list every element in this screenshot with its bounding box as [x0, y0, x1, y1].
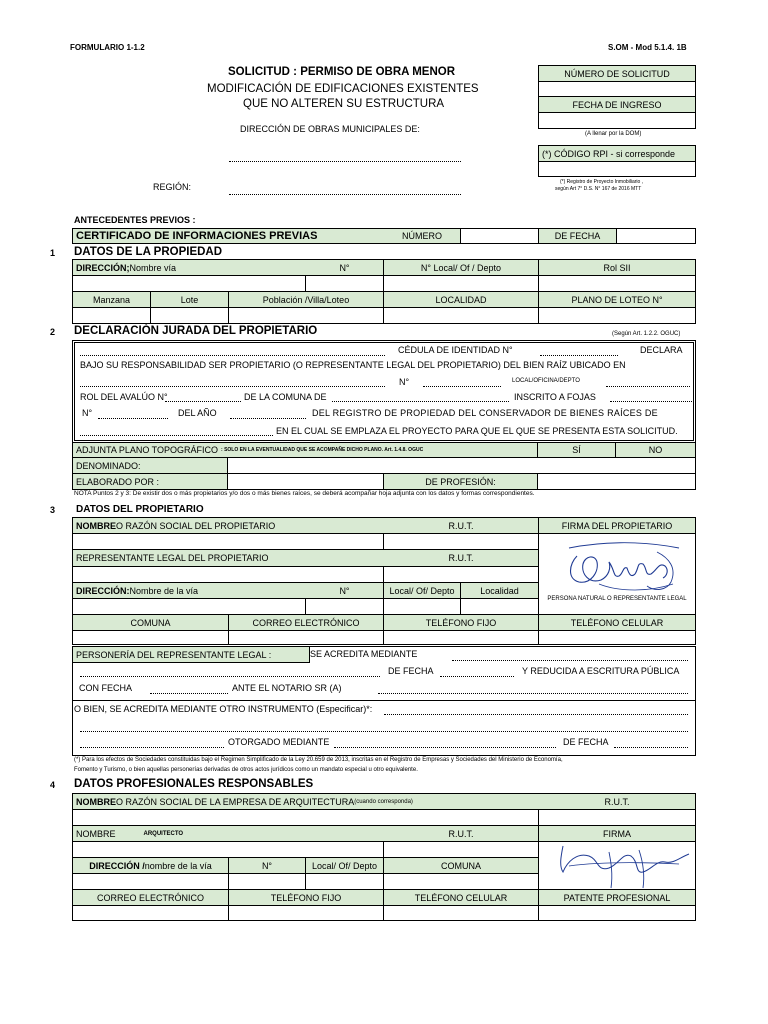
section-2-oguc: (Según Art. 1.2.2. OGUC) — [612, 331, 681, 337]
num-solicitud-input[interactable] — [539, 82, 695, 97]
arq-nombre-input[interactable] — [73, 842, 384, 858]
adjunta-no-option[interactable]: NO — [616, 442, 695, 457]
owner-localidad-input[interactable] — [461, 599, 539, 615]
decl-local-label: LOCAL/OFICINA/DEPTO — [512, 378, 580, 384]
arq-comuna-input[interactable] — [384, 874, 539, 890]
owner-direccion-label — [73, 583, 309, 599]
owner-n-input[interactable] — [306, 599, 384, 615]
arq-rut-input[interactable] — [384, 842, 539, 858]
decl-conservador-field[interactable] — [80, 435, 273, 436]
owner-direccion-rest: Nombre de la vía — [129, 585, 199, 596]
owner-rep-label: REPRESENTANTE LEGAL DEL PROPIETARIO — [73, 550, 387, 567]
decl-ano-field[interactable] — [230, 418, 306, 419]
personeria-label: PERSONERÍA DEL REPRESENTANTE LEGAL : — [73, 647, 310, 663]
adjunta-note: : SOLO EN LA EVENTUALIDAD QUE SE ACOMPAÑE DICHO PLANO. Art. 1.4.8. OGUC — [221, 447, 424, 453]
arq-nombre-label — [73, 826, 387, 842]
con-fecha-field[interactable] — [150, 693, 228, 694]
otorgado-fecha-label: DE FECHA — [563, 737, 609, 747]
o-bien-field-2[interactable] — [80, 731, 688, 732]
section-3-nota-2: Fomento y Turismo, o bien aquellas personerías derivadas de otros actos jurídicos como un mandato especial u otro equivalente. — [74, 767, 418, 773]
otorgado-pre-field[interactable] — [80, 747, 224, 748]
section-1-title: DATOS DE LA PROPIEDAD — [74, 246, 223, 258]
mod-id: S.OM - Mod 5.1.4. 1B — [608, 43, 687, 52]
owner-tel-fijo-input[interactable] — [384, 631, 539, 644]
owner-tel-cel-input[interactable] — [539, 631, 695, 644]
section-3-nota-1: (*) Para los efectos de Sociedades constituidas bajo el Regimen Simplificado de la Ley 20.659 de 2013, inscritas en el Registro de Empresas y Sociedades del Ministerio de Economía, — [74, 757, 563, 763]
adjunta-label-cell — [73, 442, 538, 457]
llenar-dom-note: (A llenar por la DOM) — [585, 131, 642, 137]
decl-cedula-field[interactable] — [540, 355, 618, 356]
decl-fojas-label: INSCRITO A FOJAS — [514, 392, 596, 402]
prop-poblacion-input[interactable] — [229, 308, 384, 323]
decl-n2-field[interactable] — [98, 418, 168, 419]
otorgado-label: OTORGADO MEDIANTE — [228, 737, 330, 747]
arq-signature-area[interactable] — [539, 842, 695, 890]
prop-localidad-input[interactable] — [384, 308, 539, 323]
o-bien-field[interactable] — [384, 714, 688, 715]
region-field[interactable] — [229, 194, 461, 195]
section-2-nota: NOTA Puntos 2 y 3: De existir dos o más propietarios y/o dos o más bienes raíces, se deberá acompañar hoja adjunta con los datos y formas correspondientes. — [74, 490, 535, 497]
section-3-number: 3 — [50, 505, 56, 515]
acredita-fecha-label: DE FECHA — [388, 666, 434, 676]
arq-arquitecto-text: ARQUITECTO — [143, 830, 184, 837]
cip-fecha-input[interactable] — [617, 229, 695, 243]
prop-n-input[interactable] — [306, 276, 384, 292]
decl-nombre-field[interactable] — [80, 355, 385, 356]
empresa-rut-input[interactable] — [539, 810, 695, 826]
antecedentes-label: ANTECEDENTES PREVIOS : — [74, 215, 196, 225]
form-id: FORMULARIO 1-1.2 — [70, 43, 145, 52]
denominado-input[interactable] — [228, 457, 695, 473]
decl-n2-label: N° — [82, 408, 93, 418]
empresa-rut-label: R.U.T. — [539, 794, 695, 810]
empresa-small: (cuando corresponda) — [354, 798, 413, 805]
codigo-rpi-label: (*) CÓDIGO RPI - si corresponde — [539, 146, 695, 162]
owner-comuna-input[interactable] — [73, 631, 229, 644]
owner-local-input[interactable] — [384, 599, 461, 615]
owner-n-label: N° — [306, 583, 384, 599]
prop-rol-label: Rol SII — [539, 260, 695, 276]
section-3-title: DATOS DEL PROPIETARIO — [76, 504, 204, 515]
owner-rut-input[interactable] — [384, 534, 539, 550]
prop-localidad-label: LOCALIDAD — [384, 292, 539, 308]
decl-direccion-field[interactable] — [80, 386, 385, 387]
arq-n-input[interactable] — [229, 874, 306, 890]
acredita-field-2[interactable] — [80, 676, 380, 677]
codigo-rpi-input[interactable] — [539, 162, 695, 176]
prop-local-label: N° Local/ Of / Depto — [384, 260, 539, 276]
dom-label: DIRECCIÓN DE OBRAS MUNICIPALES DE: — [240, 124, 420, 134]
owner-signature-icon — [539, 534, 695, 596]
owner-rut2-label: R.U.T. — [384, 550, 539, 567]
arq-tel-cel-label: TELÉFONO CELULAR — [384, 890, 539, 906]
cip-fecha-label: DE FECHA — [539, 229, 617, 243]
otorgado-field[interactable] — [334, 747, 556, 748]
personeria-divider — [73, 700, 695, 701]
con-fecha-label: CON FECHA — [79, 683, 133, 693]
otorgado-fecha-field[interactable] — [614, 747, 688, 748]
section-2-number: 2 — [50, 327, 56, 337]
owner-rut-label: R.U.T. — [384, 518, 539, 534]
arq-n-label: N° — [229, 858, 306, 874]
arq-direccion-rest: nombre de la vía — [144, 860, 212, 871]
denominado-label: DENOMINADO: — [73, 457, 228, 473]
decl-declara-label: DECLARA — [640, 345, 683, 355]
prop-n-label: N° — [306, 260, 384, 276]
profesion-input[interactable] — [538, 473, 695, 489]
decl-registro-text: DEL REGISTRO DE PROPIEDAD DEL CONSERVADOR DE BIENES RAÍCES DE — [312, 408, 658, 418]
owner-rep-input[interactable] — [73, 567, 384, 583]
elaborado-label: ELABORADO POR : — [73, 473, 228, 489]
arq-patente-input[interactable] — [539, 906, 695, 920]
prop-lote-label: Lote — [151, 292, 229, 308]
cip-numero-input[interactable] — [461, 229, 539, 243]
arq-direccion-label — [73, 858, 229, 874]
arq-tel-fijo-input[interactable] — [229, 906, 384, 920]
arq-correo-input[interactable] — [73, 906, 229, 920]
o-bien-label: O BIEN, SE ACREDITA MEDIANTE OTRO INSTRUMENTO (Especificar)*: — [74, 704, 373, 714]
empresa-mid: O RAZÓN SOCIAL DE LA EMPRESA DE ARQUITECTURA — [116, 796, 355, 807]
owner-tel-fijo-label: TELÉFONO FIJO — [384, 615, 539, 631]
arq-signature-icon — [539, 842, 695, 889]
prop-manzana-input[interactable] — [73, 308, 151, 323]
owner-correo-label: CORREO ELECTRÓNICO — [229, 615, 384, 631]
notario-field[interactable] — [378, 693, 688, 694]
adjunta-si-option[interactable]: SÍ — [538, 442, 616, 457]
arq-nombre-text: NOMBRE — [76, 828, 116, 839]
prop-poblacion-label: Población /Villa/Loteo — [229, 292, 384, 308]
num-solicitud-label: NÚMERO DE SOLICITUD — [539, 66, 695, 82]
prop-direccion-bold: DIRECCIÓN; — [76, 262, 130, 273]
section-1-number: 1 — [50, 248, 56, 258]
profesion-label: DE PROFESIÓN: — [384, 473, 538, 489]
empresa-label — [73, 794, 542, 810]
prop-rol-input[interactable] — [539, 276, 695, 292]
arq-rut-label: R.U.T. — [384, 826, 539, 842]
arq-local-label: Local/ Of/ Depto — [306, 858, 384, 874]
fecha-ingreso-label: FECHA DE INGRESO — [539, 97, 695, 113]
prop-manzana-label: Manzana — [73, 292, 151, 308]
arq-direccion-input[interactable] — [73, 874, 229, 890]
decl-n-field[interactable] — [423, 386, 501, 387]
decl-n-label: N° — [399, 377, 410, 387]
owner-nombre-input[interactable] — [73, 534, 384, 550]
owner-rut2-input[interactable] — [384, 567, 539, 583]
rpi-note-1: (*) Registro de Proyecto Inmobiliario , — [560, 179, 644, 185]
decl-comuna-label: DE LA COMUNA DE — [244, 392, 327, 402]
owner-nombre-label — [73, 518, 387, 534]
owner-direccion-input[interactable] — [73, 599, 306, 615]
notario-label: ANTE EL NOTARIO SR (A) — [232, 683, 342, 693]
section-4-title: DATOS PROFESIONALES RESPONSABLES — [74, 778, 314, 790]
acredita-fecha-field[interactable] — [440, 676, 514, 677]
rpi-note-2: según Art 7° D.S. N° 167 de 2016 MTT — [555, 186, 642, 192]
decl-bajo-text: BAJO SU RESPONSABILIDAD SER PROPIETARIO (O REPRESENTANTE LEGAL DEL PROPIETARIO) DEL BIEN RAÍZ UBICADO EN — [80, 360, 626, 370]
fecha-ingreso-input[interactable] — [539, 113, 695, 128]
page-subtitle-1: MODIFICACIÓN DE EDIFICACIONES EXISTENTES — [207, 83, 479, 95]
decl-rol-label: ROL DEL AVALÚO N° — [80, 392, 168, 402]
decl-emplaza-text: EN EL CUAL SE EMPLAZA EL PROYECTO PARA QUE EL QUE SE PRESENTA ESTA SOLICITUD. — [276, 426, 678, 436]
prop-plano-input[interactable] — [539, 308, 695, 323]
arq-tel-cel-input[interactable] — [384, 906, 539, 920]
owner-persona-note: PERSONA NATURAL O REPRESENTANTE LEGAL — [547, 596, 687, 602]
cip-numero-label: NÚMERO — [384, 229, 461, 243]
section-4-number: 4 — [50, 780, 56, 790]
prop-direccion-rest: Nombre vía — [129, 262, 177, 273]
decl-fojas-field[interactable] — [610, 401, 692, 402]
decl-rol-field[interactable] — [165, 401, 241, 402]
page-subtitle-2: QUE NO ALTEREN SU ESTRUCTURA — [243, 98, 445, 110]
region-label: REGIÓN: — [153, 182, 192, 192]
owner-correo-input[interactable] — [229, 631, 384, 644]
prop-plano-label: PLANO DE LOTEO N° — [539, 292, 695, 308]
owner-signature-area[interactable] — [539, 534, 695, 615]
owner-local-label: Local/ Of/ Depto — [384, 583, 461, 599]
decl-cedula-label: CÉDULA DE IDENTIDAD N° — [398, 345, 513, 355]
decl-ano-label: DEL AÑO — [178, 408, 217, 418]
owner-localidad-label: Localidad — [461, 583, 539, 599]
owner-comuna-label: COMUNA — [73, 615, 229, 631]
cip-label: CERTIFICADO DE INFORMACIONES PREVIAS — [73, 229, 387, 243]
owner-nombre-rest: O RAZÓN SOCIAL DEL PROPIETARIO — [116, 520, 276, 531]
acredita-field[interactable] — [452, 660, 688, 661]
owner-direccion-bold: DIRECCIÓN: — [76, 585, 130, 596]
decl-local-field[interactable] — [606, 386, 690, 387]
reducida-label: Y REDUCIDA A ESCRITURA PÚBLICA — [522, 666, 680, 676]
section-2-title: DECLARACIÓN JURADA DEL PROPIETARIO — [74, 325, 318, 337]
decl-comuna-field[interactable] — [332, 401, 509, 402]
elaborado-input[interactable] — [228, 473, 384, 489]
prop-local-input[interactable] — [384, 276, 539, 292]
adjunta-label: ADJUNTA PLANO TOPOGRÁFICO — [76, 445, 219, 455]
arq-direccion-bold: DIRECCIÓN / — [89, 860, 145, 871]
prop-direccion-label — [73, 260, 308, 276]
owner-firma-label: FIRMA DEL PROPIETARIO — [539, 518, 695, 534]
prop-direccion-input[interactable] — [73, 276, 306, 292]
arq-firma-label: FIRMA — [539, 826, 695, 842]
owner-nombre-bold: NOMBRE — [76, 520, 116, 531]
prop-lote-input[interactable] — [151, 308, 229, 323]
empresa-bold: NOMBRE — [76, 796, 116, 807]
arq-local-input[interactable] — [306, 874, 384, 890]
acredita-label: SE ACREDITA MEDIANTE — [310, 649, 418, 659]
arq-comuna-label: COMUNA — [384, 858, 539, 874]
arq-correo-label: CORREO ELECTRÓNICO — [73, 890, 229, 906]
arq-tel-fijo-label: TELÉFONO FIJO — [229, 890, 384, 906]
owner-tel-cel-label: TELÉFONO CELULAR — [539, 615, 695, 631]
dom-field[interactable] — [229, 161, 461, 162]
empresa-input[interactable] — [73, 810, 539, 826]
page-title: SOLICITUD : PERMISO DE OBRA MENOR — [228, 66, 456, 78]
arq-patente-label: PATENTE PROFESIONAL — [539, 890, 695, 906]
